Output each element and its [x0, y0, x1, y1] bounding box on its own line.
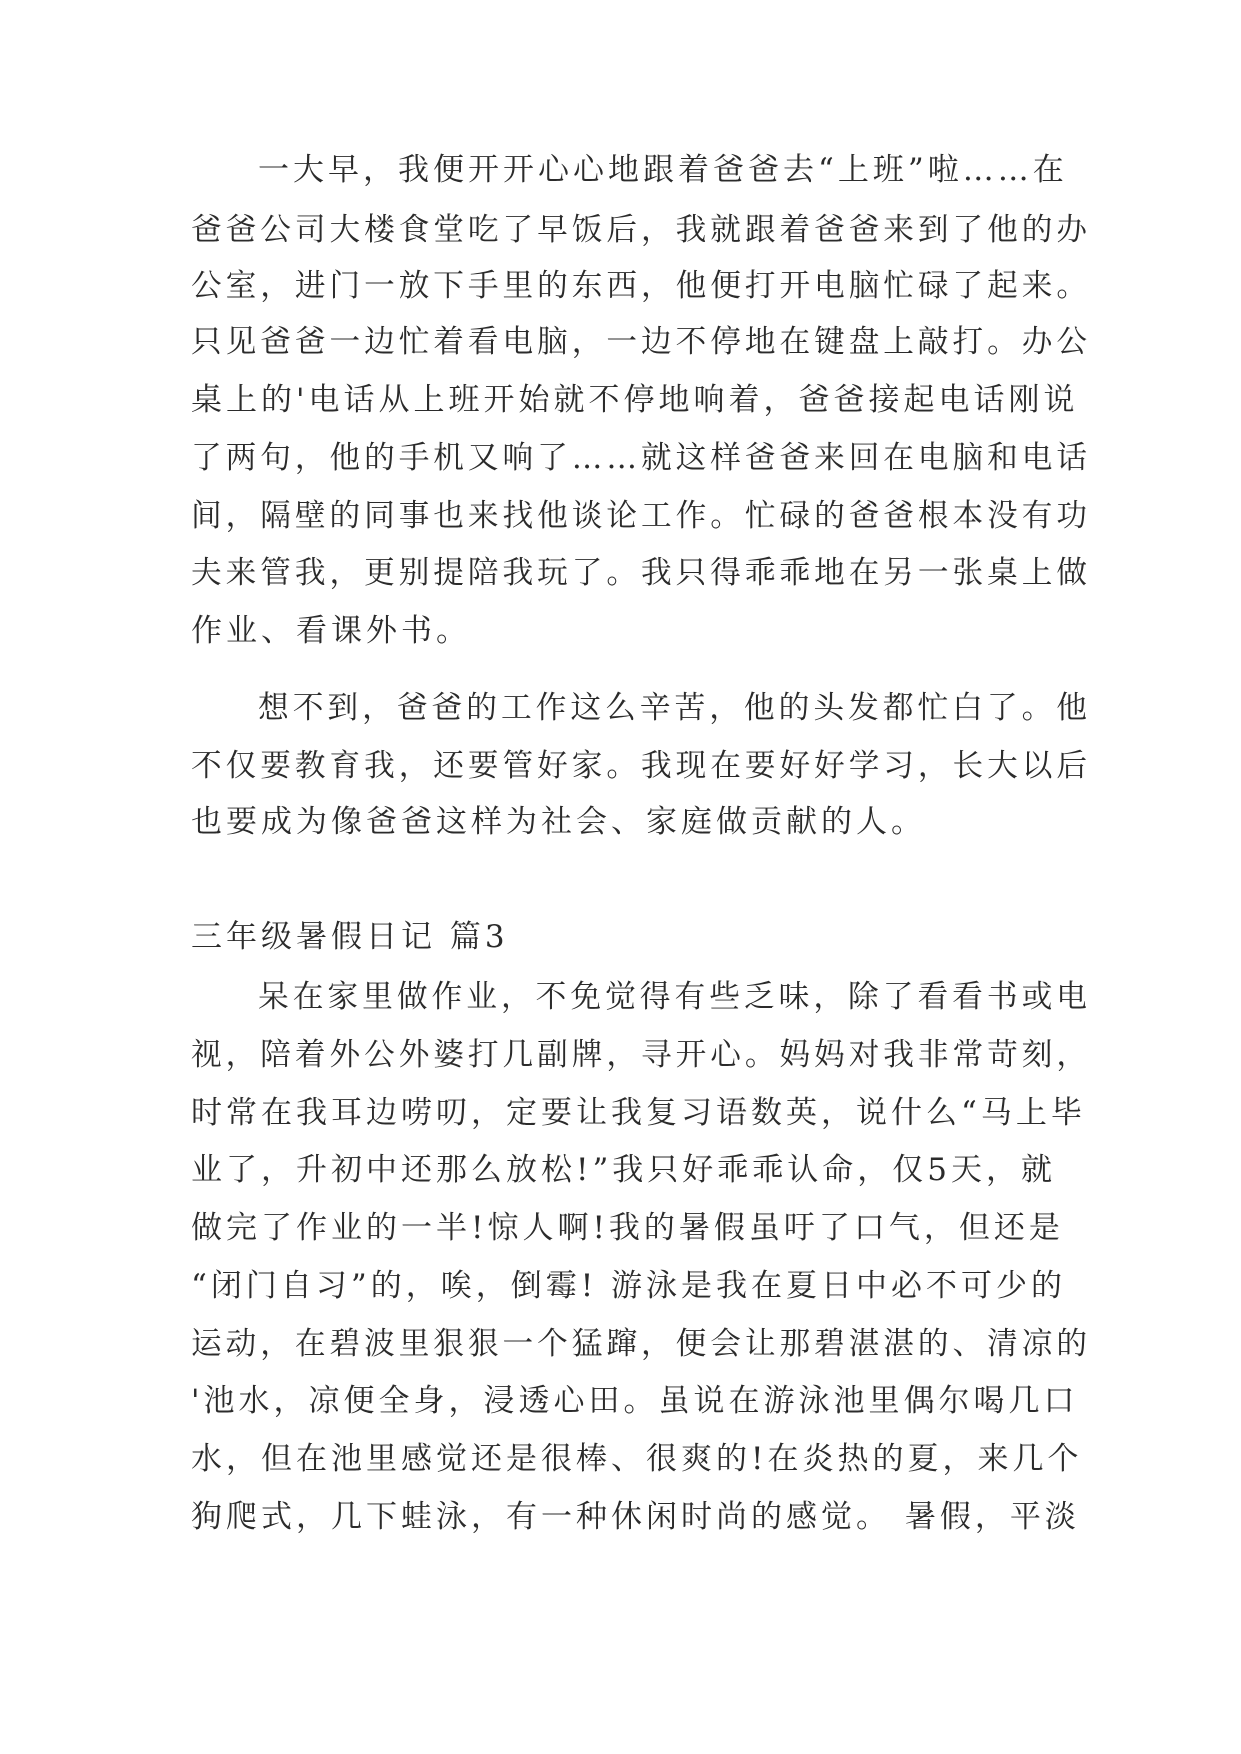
- paragraph-line: 水，但在池里感觉还是很棒、很爽的!在炎热的夏，来几个: [191, 1441, 1083, 1477]
- paragraph-line: 做完了作业的一半!惊人啊!我的暑假虽吁了口气，但还是: [191, 1210, 1064, 1246]
- paragraph-line: 公室，进门一放下手里的东西，他便打开电脑忙碌了起来。: [191, 268, 1091, 304]
- paragraph-line: 一大早，我便开开心心地跟着爸爸去“上班”啦……在: [258, 152, 1068, 188]
- paragraph-line: 想不到，爸爸的工作这么辛苦，他的头发都忙白了。他: [258, 690, 1091, 726]
- paragraph-line: 只见爸爸一边忙着看电脑，一边不停地在键盘上敲打。办公: [191, 324, 1091, 360]
- paragraph-line: 夫来管我，更别提陪我玩了。我只得乖乖地在另一张桌上做: [191, 555, 1091, 591]
- paragraph-line: 业了，升初中还那么放松!”我只好乖乖认命，仅5天，就: [191, 1152, 1057, 1188]
- paragraph-line: 也要成为像爸爸这样为社会、家庭做贡献的人。: [191, 804, 926, 840]
- paragraph-line: 桌上的'电话从上班开始就不停地响着，爸爸接起电话刚说: [191, 382, 1079, 418]
- paragraph-line: 狗爬式，几下蛙泳，有一种休闲时尚的感觉。 暑假，平淡: [191, 1499, 1080, 1535]
- paragraph-line: 作业、看课外书。: [191, 613, 471, 649]
- paragraph-line: 运动，在碧波里狠狠一个猛蹿，便会让那碧湛湛的、清凉的: [191, 1326, 1091, 1362]
- paragraph-line: “闭门自习”的，唉，倒霉! 游泳是我在夏日中必不可少的: [191, 1268, 1067, 1304]
- paragraph-line: 视，陪着外公外婆打几副牌，寻开心。妈妈对我非常苛刻，: [191, 1037, 1091, 1073]
- paragraph-line: 不仅要教育我，还要管好家。我现在要好好学习，长大以后: [191, 748, 1091, 784]
- section-heading: 三年级暑假日记 篇3: [191, 919, 509, 955]
- paragraph-line: 时常在我耳边唠叨，定要让我复习语数英，说什么“马上毕: [191, 1095, 1086, 1131]
- paragraph-line: 间，隔壁的同事也来找他谈论工作。忙碌的爸爸根本没有功: [191, 498, 1091, 534]
- paragraph-line: 了两句，他的手机又响了……就这样爸爸来回在电脑和电话: [191, 440, 1091, 476]
- paragraph-line: '池水，凉便全身，浸透心田。虽说在游泳池里偶尔喝几口: [191, 1383, 1079, 1419]
- paragraph-line: 呆在家里做作业，不免觉得有些乏味，除了看看书或电: [258, 979, 1091, 1015]
- paragraph-line: 爸爸公司大楼食堂吃了早饭后，我就跟着爸爸来到了他的办: [191, 212, 1091, 248]
